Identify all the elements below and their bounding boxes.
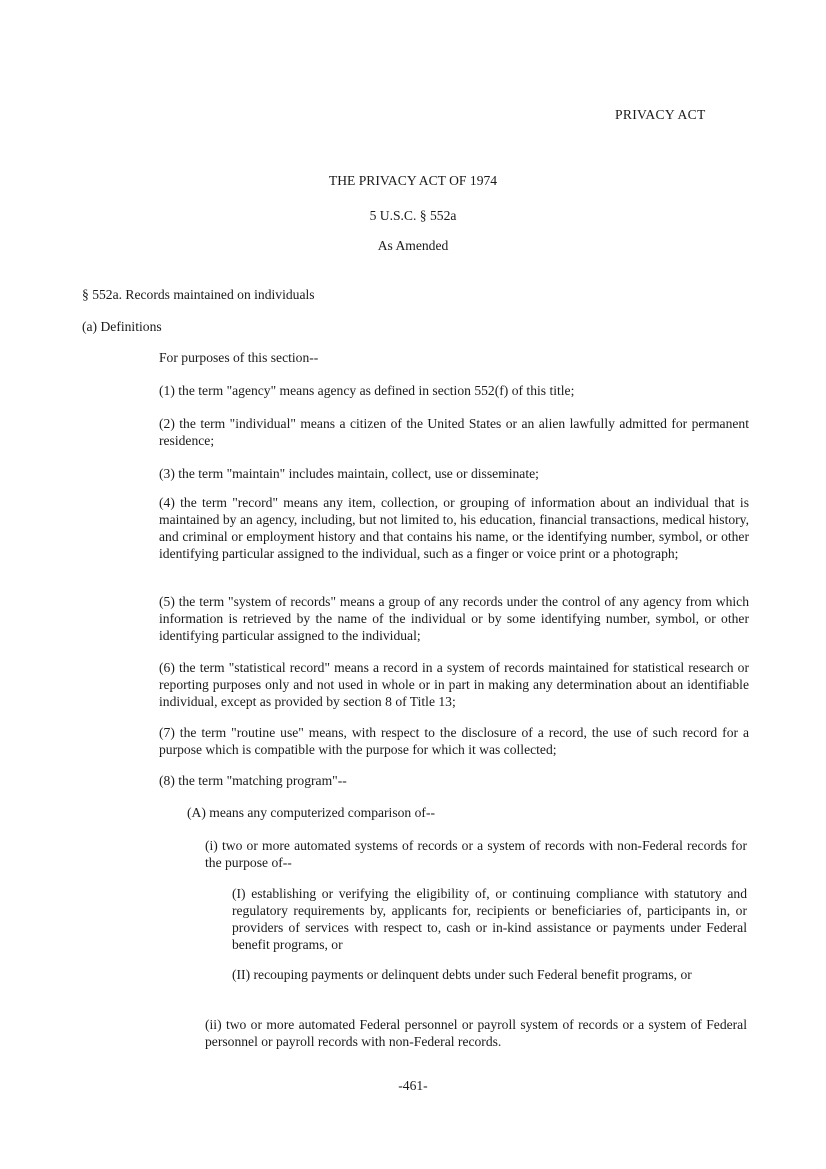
subclause-I: (I) establishing or verifying the eligibility of, or continuing compliance with statutory and regulatory requirements by, applicants for, recipients or beneficiaries of, participants in, or providers of services with respect to, cash or in-kind assistance or payments under Federal benefit programs, or (232, 886, 747, 952)
definition-system-of-records: (5) the term "system of records" means a group of any records under the control of any agency from which information is retrieved by the name of the individual or by some identifying number, symbol, or other identifying particular assigned to the individual; (159, 594, 749, 643)
clause-ii: (ii) two or more automated Federal personnel or payroll system of records or a system of Federal personnel or payroll records with non-Federal records. (205, 1017, 747, 1049)
page-number: -461- (398, 1078, 428, 1093)
subsection-heading: (a) Definitions (82, 319, 162, 334)
section-heading: § 552a. Records maintained on individuals (82, 287, 315, 302)
amendment-note: As Amended (377, 238, 449, 253)
clause-i: (i) two or more automated systems of records or a system of records with non-Federal records for the purpose of-- (205, 838, 747, 870)
definition-maintain: (3) the term "maintain" includes maintain, collect, use or disseminate; (159, 466, 539, 481)
subclause-II: (II) recouping payments or delinquent debts under such Federal benefit programs, or (232, 967, 692, 982)
definitions-intro: For purposes of this section-- (159, 350, 319, 365)
definition-matching-program: (8) the term "matching program"-- (159, 773, 347, 788)
document-title: THE PRIVACY ACT OF 1974 (328, 173, 498, 188)
definition-agency: (1) the term "agency" means agency as defined in section 552(f) of this title; (159, 383, 575, 398)
definition-statistical-record: (6) the term "statistical record" means a record in a system of records maintained for statistical research or reporting purposes only and not used in whole or in part in making any determination about an identifiable individual, except as provided by section 8 of Title 13; (159, 660, 749, 709)
running-head: PRIVACY ACT (615, 107, 706, 122)
clause-A: (A) means any computerized comparison of-- (187, 805, 435, 820)
definition-individual: (2) the term "individual" means a citizen of the United States or an alien lawfully admitted for permanent residence; (159, 416, 749, 448)
definition-routine-use: (7) the term "routine use" means, with respect to the disclosure of a record, the use of such record for a purpose which is compatible with the purpose for which it was collected; (159, 725, 749, 757)
definition-record: (4) the term "record" means any item, collection, or grouping of information about an individual that is maintained by an agency, including, but not limited to, his education, financial transactions, medical history, and criminal or employment history and that contains his name, or the identifying number, symbol, or other identifying particular assigned to the individual, such as a finger or voice print or a photograph; (159, 495, 749, 561)
statute-citation: 5 U.S.C. § 552a (369, 208, 457, 223)
